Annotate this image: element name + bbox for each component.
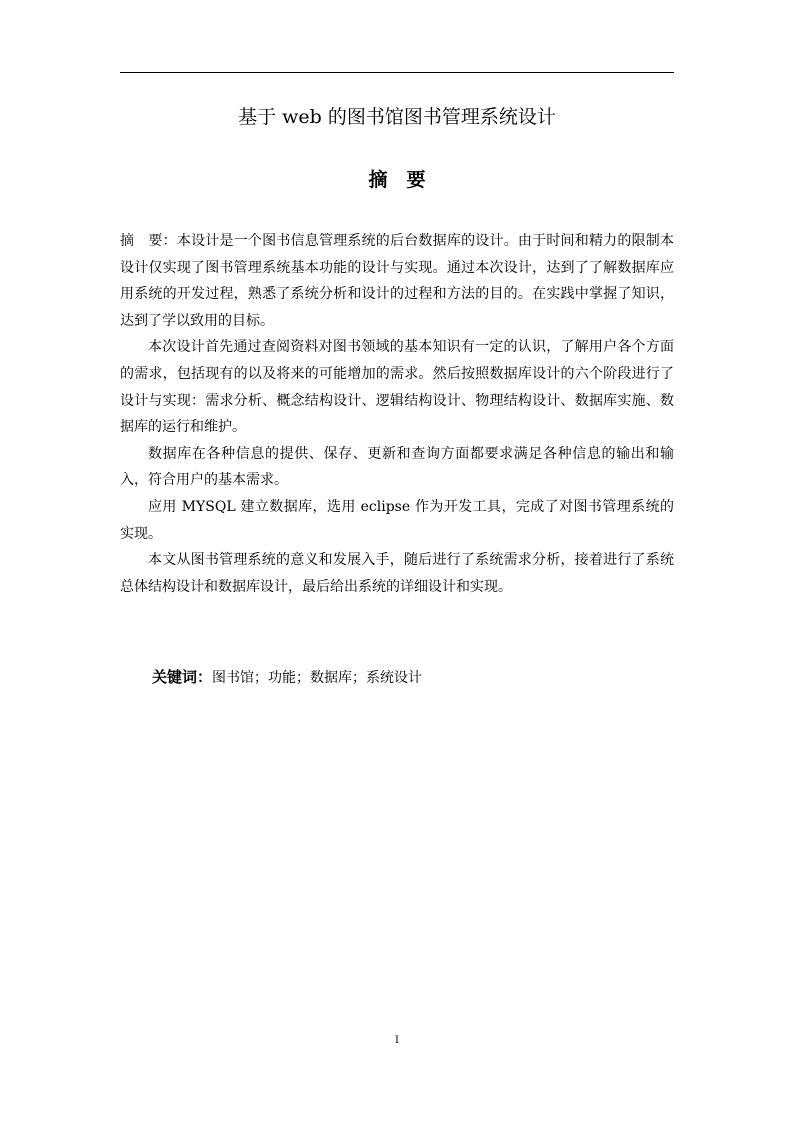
abstract-paragraph-1 xyxy=(120,228,674,334)
abstract-paragraph-5: 本文从图书管理系统的意义和发展入手，随后进行了系统需求分析，接着进行了系统总体结构设计和数据库设计，最后给出系统的详细设计和实现。 xyxy=(120,552,674,595)
abstract-label-char-1: 摘 xyxy=(120,233,135,249)
keywords-value: 图书馆；功能；数据库；系统设计 xyxy=(212,670,423,686)
abstract-body xyxy=(120,228,674,600)
keywords-line xyxy=(152,664,674,691)
abstract-heading-char-1: 摘 xyxy=(368,169,388,191)
keywords-label: 关键词： xyxy=(152,668,213,686)
abstract-paragraph-3: 数据库在各种信息的提供、保存、更新和查询方面都要求满足各种信息的输出和输入，符合用户的基本需求。 xyxy=(120,445,674,489)
abstract-paragraph-4: 应用 MYSQL 建立数据库，选用 eclipse 作为开发工具，完成了对图书管理系统的实现。 xyxy=(120,498,674,542)
abstract-paragraph-1-text: 本设计是一个图书信息管理系统的后台数据库的设计。由于时间和精力的限制本设计仅实现了图书管理系统基本功能的设计与实现。通过本次设计，达到了了解数据库应用系统的开发过程，熟悉了系统分析和设计的过程和方法的目的。在实践中掌握了知识，达到了学以致用的目标。 xyxy=(120,233,675,329)
document-title: 基于 web 的图书馆图书管理系统设计 xyxy=(238,106,556,128)
abstract-heading xyxy=(120,167,674,193)
header-rule xyxy=(120,72,674,73)
abstract-paragraph-2: 本次设计首先通过查阅资料对图书领域的基本知识有一定的认识，了解用户各个方面的需求，包括现有的以及将来的可能增加的需求。然后按照数据库设计的六个阶段进行了设计与实现：需求分析、概念结构设计、逻辑结构设计、物理结构设计、数据库实施、数据库的运行和维护。 xyxy=(120,339,674,436)
abstract-label-char-2: 要： xyxy=(148,233,177,249)
abstract-heading-char-2: 要 xyxy=(406,169,426,191)
page-number: I xyxy=(395,1035,399,1046)
